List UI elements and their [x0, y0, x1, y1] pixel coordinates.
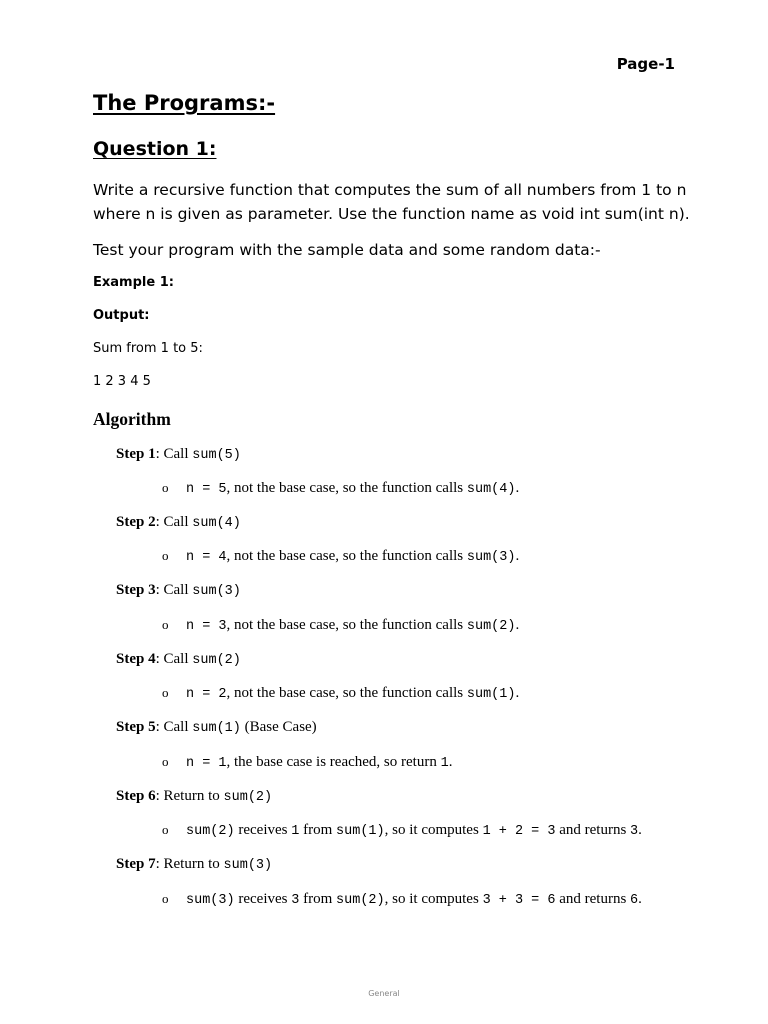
footer-classification-label: General: [368, 989, 400, 998]
algorithm-step: Step 7: Return to sum(3): [116, 856, 273, 873]
step-bullet: o n = 2, not the base case, so the function calls sum(1).: [162, 685, 520, 702]
page-number: Page-1: [616, 55, 675, 73]
bullet-icon: o: [162, 754, 169, 769]
step-bullet: o n = 5, not the base case, so the function calls sum(4).: [162, 480, 520, 497]
step-code: sum(3): [192, 584, 241, 599]
algorithm-step: Step 6: Return to sum(2): [116, 788, 273, 805]
step-label: Step 5: [116, 719, 156, 735]
bullet-icon: o: [162, 548, 169, 563]
step-label: Step 3: [116, 582, 156, 598]
page-title: The Programs:-: [93, 91, 276, 115]
output-line-1: Sum from 1 to 5:: [93, 341, 203, 356]
algorithm-step: Step 3: Call sum(3): [116, 582, 241, 599]
bullet-icon: o: [162, 617, 169, 632]
question-heading: Question 1:: [93, 138, 217, 160]
description-line-1: Write a recursive function that computes the sum of all numbers from 1 to n: [93, 181, 687, 199]
step-bullet: o n = 1, the base case is reached, so return 1.: [162, 754, 453, 771]
test-instruction: Test your program with the sample data and some random data:-: [93, 241, 601, 259]
step-code: sum(4): [192, 516, 241, 531]
algorithm-step: Step 4: Call sum(2): [116, 651, 241, 668]
step-label: Step 2: [116, 514, 156, 530]
step-code: sum(5): [192, 448, 241, 463]
step-bullet: o n = 4, not the base case, so the function calls sum(3).: [162, 548, 520, 565]
step-code: sum(1): [192, 721, 241, 736]
algorithm-step: Step 1: Call sum(5): [116, 446, 241, 463]
bullet-icon: o: [162, 480, 169, 495]
output-line-2: 1 2 3 4 5: [93, 374, 151, 389]
step-code: sum(2): [223, 790, 273, 805]
step-label: Step 6: [116, 788, 156, 804]
step-bullet: o n = 3, not the base case, so the function calls sum(2).: [162, 617, 520, 634]
bullet-icon: o: [162, 822, 169, 837]
example-label: Example 1:: [93, 275, 174, 290]
algorithm-step: Step 2: Call sum(4): [116, 514, 241, 531]
algorithm-step: Step 5: Call sum(1) (Base Case): [116, 719, 317, 736]
output-label: Output:: [93, 308, 150, 323]
step-code: sum(2): [192, 653, 241, 668]
step-label: Step 4: [116, 651, 156, 667]
step-bullet: o sum(2) receives 1 from sum(1), so it computes 1 + 2 = 3 and returns 3.: [162, 822, 642, 839]
step-label: Step 1: [116, 446, 156, 462]
algorithm-heading: Algorithm: [93, 409, 171, 429]
bullet-icon: o: [162, 891, 169, 906]
description-line-2: where n is given as parameter. Use the function name as void int sum(int n).: [93, 205, 690, 223]
step-code: sum(3): [223, 858, 273, 873]
step-bullet: o sum(3) receives 3 from sum(2), so it computes 3 + 3 = 6 and returns 6.: [162, 891, 642, 908]
bullet-icon: o: [162, 685, 169, 700]
step-label: Step 7: [116, 856, 156, 872]
